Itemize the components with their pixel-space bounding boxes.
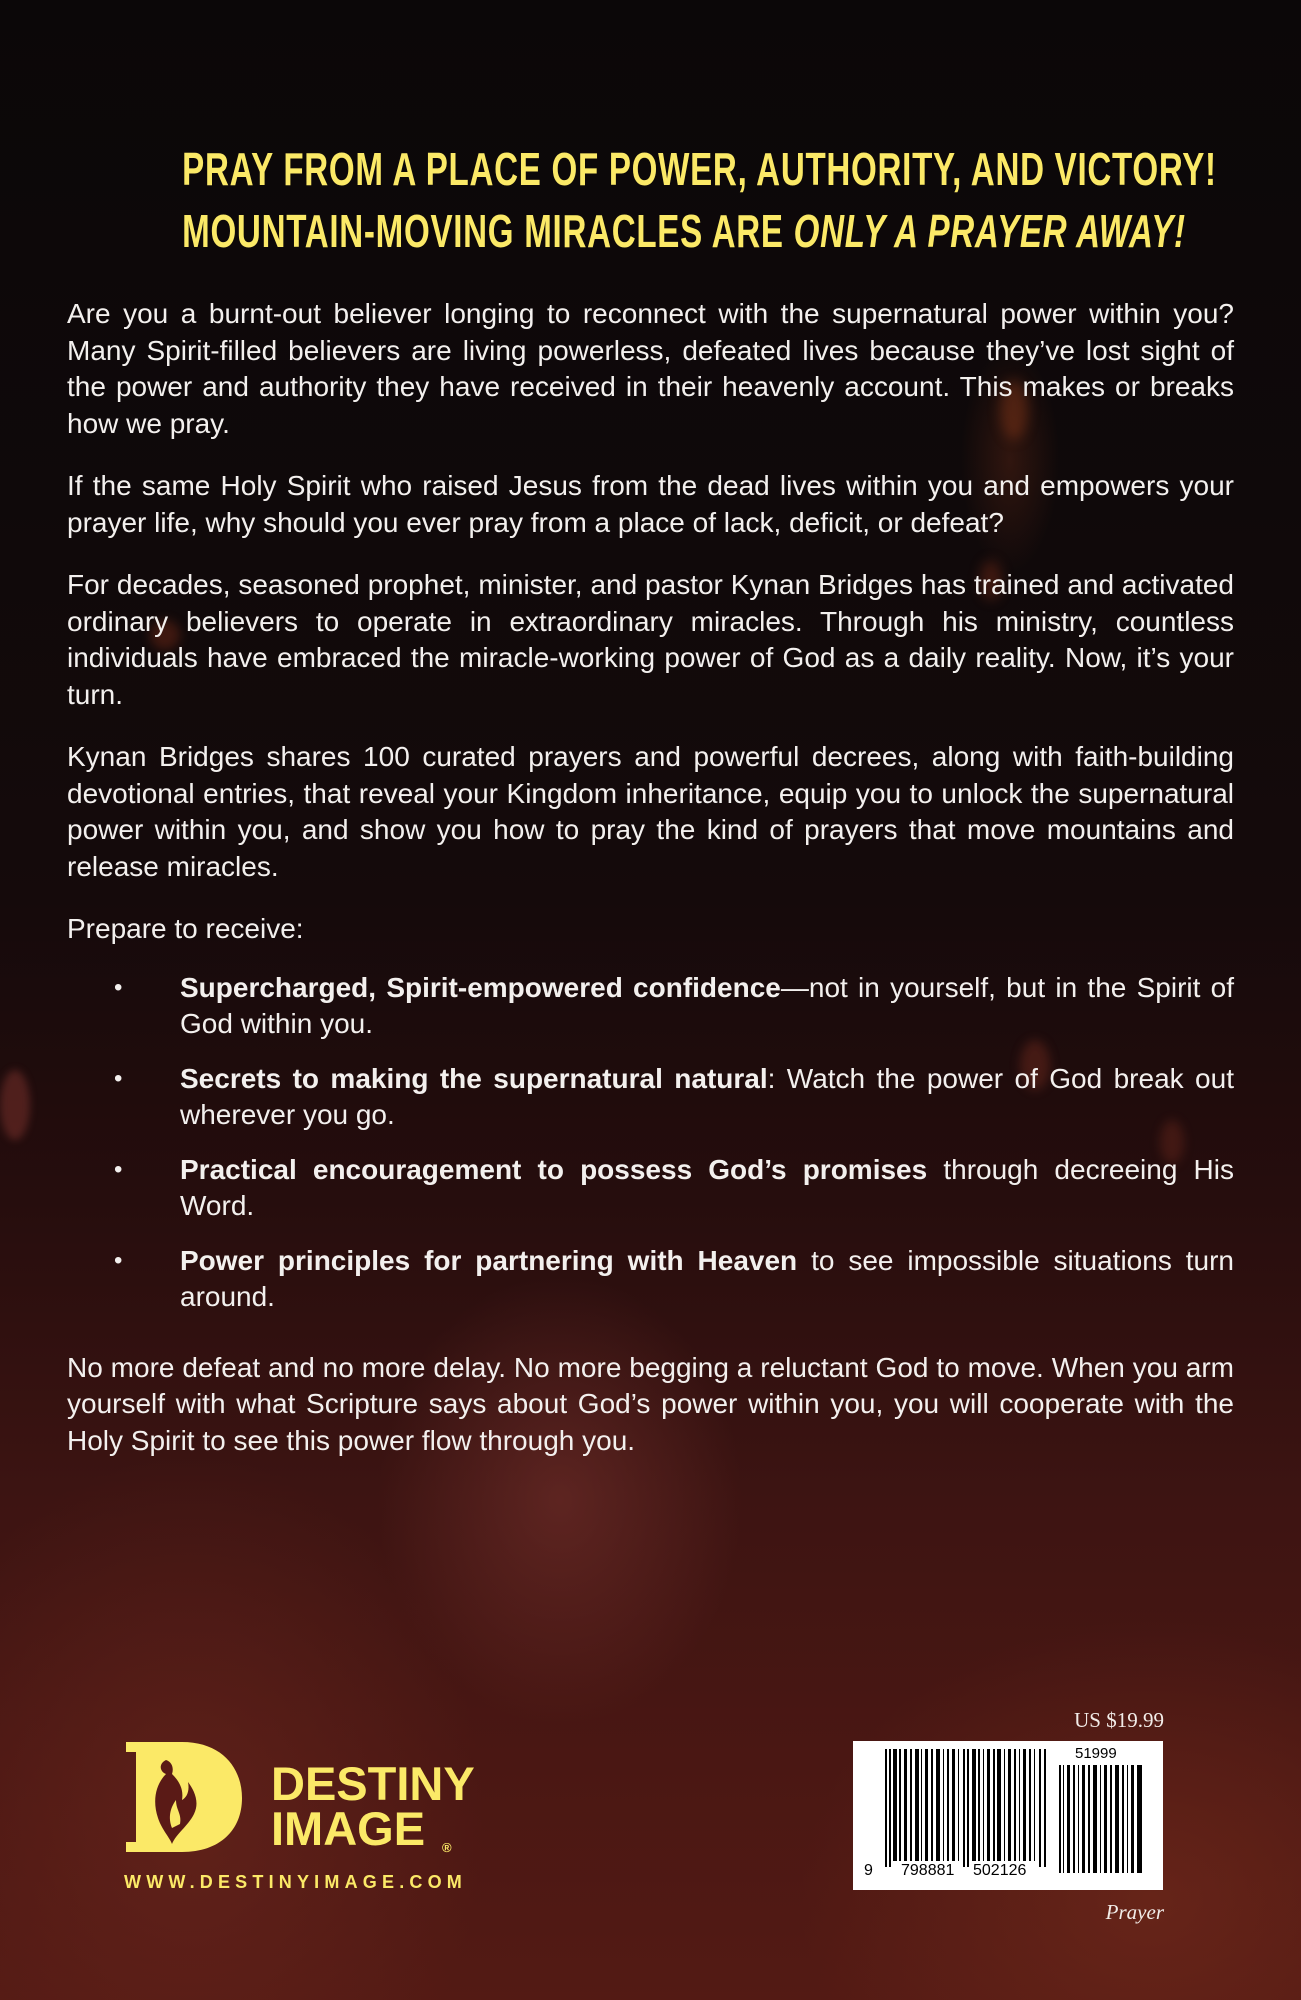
bullet-icon: • [114,1064,123,1092]
bullet-icon: • [114,1155,123,1183]
barcode-addon-bars-icon [1059,1765,1145,1873]
benefit-bold: Practical encouragement to possess God’s promises [180,1153,928,1185]
benefit-list [67,970,1234,1316]
paragraph-prepare: Prepare to receive: [67,913,304,944]
benefit-bold: Supercharged, Spirit-empowered confidence [180,971,781,1003]
paragraph-intro: Are you a burnt-out believer longing to reconnect with the supernatural power within you? Many Spirit-filled believers are living powerless, defeated lives because they’ve lost sight of the power and authority they have received in their heavenly account. This makes or breaks how we pray. [67,298,1234,439]
bullet-icon: • [114,973,123,1001]
benefit-bold: Secrets to making the supernatural natural [180,1062,768,1094]
headline-line-2 [182,200,1186,262]
d-flame-logo-icon [124,1738,244,1855]
publisher-name-line-2: IMAGE [271,1802,426,1855]
benefit-text: to see impossible situations turn around. [180,1244,1234,1312]
benefit-text: : Watch the power of God break out wherever you go. [180,1062,1234,1130]
isbn-prefix: 9 [864,1862,873,1879]
paragraph-closing: No more defeat and no more delay. No more begging a reluctant God to move. When you arm yourself with what Scripture says about God’s power within you, you will cooperate with the Holy Spirit to see this power flow through you. [67,1351,1234,1456]
isbn-group-2: 502126 [973,1862,1027,1879]
isbn-barcode [853,1741,1163,1890]
body-copy [67,296,1234,1485]
registered-mark: ® [442,1840,452,1855]
publisher-name-line-1: DESTINY [271,1757,475,1810]
price-label: US $19.99 [1074,1708,1164,1732]
headline-line-1: PRAY FROM A PLACE OF POWER, AUTHORITY, AND VICTORY! [182,143,1217,195]
paragraph-author-bio: For decades, seasoned prophet, minister, and pastor Kynan Bridges has trained and activated ordinary believers to operate in extraordinary miracles. Through his ministry, countless individuals have embraced the miracle-working power of God as a daily reality. Now, it’s your turn. [67,569,1234,710]
headline-line-2-italic: ONLY A PRAYER AWAY! [793,205,1186,257]
headline [182,138,1217,262]
category-label: Prayer [1105,1900,1164,1924]
benefit-item [67,970,1234,1043]
bokeh-light [0,1070,30,1140]
isbn-group-1: 798881 [901,1862,955,1879]
benefit-text: through decreeing His Word. [180,1153,1234,1221]
bullet-icon: • [114,1246,123,1274]
benefit-bold: Power principles for partnering with Heaven [180,1244,798,1276]
benefit-text: —not in yourself, but in the Spirit of God within you. [180,971,1235,1039]
benefit-item [67,1243,1234,1316]
paragraph-holy-spirit: If the same Holy Spirit who raised Jesus from the dead lives within you and empowers your prayer life, why should you ever pray from a place of lack, deficit, or defeat? [67,470,1234,538]
headline-line-2-plain: MOUNTAIN-MOVING MIRACLES ARE [182,205,794,257]
paragraph-book-summary: Kynan Bridges shares 100 curated prayers and powerful decrees, along with faith-building devotional entries, that reveal your Kingdom inheritance, equip you to unlock the supernatural power within you, and show you how to pray the kind of prayers that move mountains and release miracles. [67,741,1234,882]
barcode-bars-icon [883,1749,1048,1867]
barcode-addon-number: 51999 [1075,1745,1117,1762]
benefit-item [67,1152,1234,1225]
publisher-url: WWW.DESTINYIMAGE.COM [124,1872,467,1892]
benefit-item [67,1061,1234,1134]
